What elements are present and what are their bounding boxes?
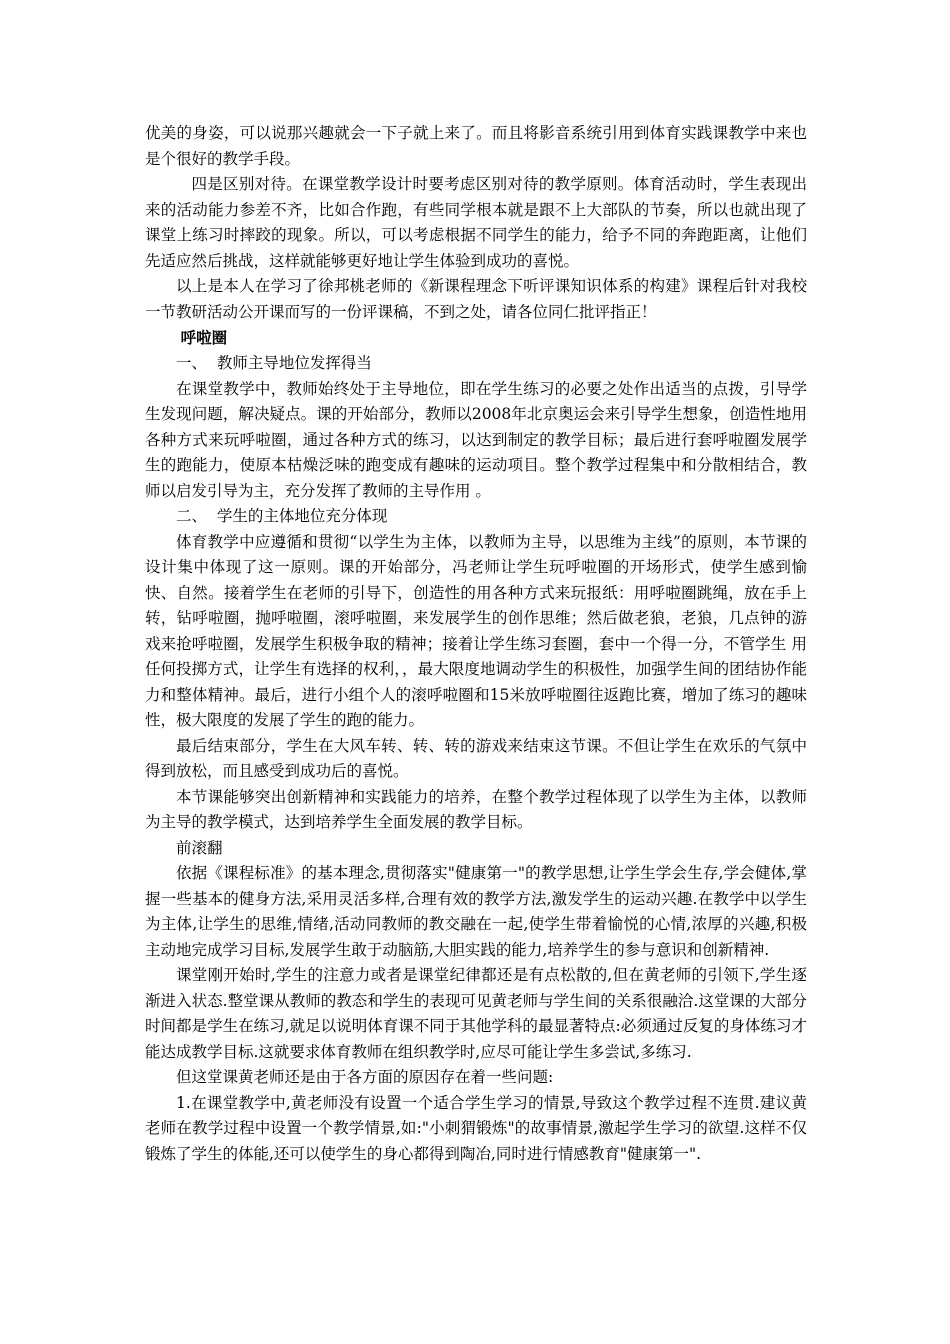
paragraph-pingke-summary: 以上是本人在学习了徐邦桃老师的《新课程理念下听评课知识体系的构建》课程后针对我校一节教研活动公开课而写的一份评课稿，不到之处，请各位同仁批评指正！ [145,277,807,321]
paragraph-teacher-role: 在课堂教学中，教师始终处于主导地位，即在学生练习的必要之处作出适当的点拨，引导学生发现问题，解决疑点。课的开始部分，教师以2008年北京奥运会来引导学生想象，创造性地用各种方式来玩呼啦圈，通过各种方式的练习，以达到制定的教学目标；最后进行套呼啦圈发展学生的跑能力，使原本枯燥泛味的跑变成有趣味的运动项目。整个教学过程集中和分散相结合，教师以启发引导为主，充分发挥了教师的主导作用 。 [145,379,807,500]
paragraph-student-role: 体育教学中应遵循和贯彻“以学生为主体，以教师为主导，以思维为主线”的原则，本节课的设计集中体现了这一原则。课的开始部分，冯老师让学生玩呼啦圈的开场形式，使学生感到愉快、自然。接着学生在老师的引导下，创造性的用各种方式来玩报纸：用呼啦圈跳绳，放在手上转，钻呼啦圈，抛呼啦圈，滚呼啦圈，来发展学生的创作思维；然后做老狼，老狼，几点钟的游戏来抢呼啦圈，发展学生积极争取的精神；接着让学生练习套圈，套中一个得一分，不管学生 用任何投掷方式，让学生有选择的权利，，最大限度地调动学生的积极性，加强学生间的团结协作能力和整体精神。最后，进行小组个人的滚呼啦圈和15米放呼啦圈往返跑比赛，增加了练习的趣味性，极大限度的发展了学生的跑的能力。 [145,532,807,729]
section-title-hulaquan: 呼啦圈 [180,329,228,347]
paragraph-curriculum: 依据《课程标准》的基本理念,贯彻落实"健康第一"的教学思想,让学生学会生存,学会健体,掌握一些基本的健身方法,采用灵活多样,合理有效的教学方法,激发学生的运动兴趣.在教学中以学生为主体,让学生的思维,情绪,活动同教师的教交融在一起,使学生带着愉悦的心情,浓厚的兴趣,积极主动地完成学习目标,发展学生敢于动脑筋,大胆实践的能力,培养学生的参与意识和创新精神. [145,864,807,959]
paragraph-shenzi: 优美的身姿，可以说那兴趣就会一下子就上来了。而且将影音系统引用到体育实践课教学中来也是个很好的教学手段。 [145,124,807,168]
subheading-teacher-role: 一、 教师主导地位发挥得当 [176,354,372,372]
paragraph-ending: 最后结束部分，学生在大风车转、转、转的游戏来结束这节课。不但让学生在欢乐的气氛中得到放松，而且感受到成功后的喜悦。 [145,736,807,780]
paragraph-summary: 本节课能够突出创新精神和实践能力的培养，在整个教学过程体现了以学生为主体，以教师为主导的教学模式，达到培养学生全面发展的教学目标。 [145,787,807,831]
paragraph-classroom-start: 课堂刚开始时,学生的注意力或者是课堂纪律都还是有点松散的,但在黄老师的引领下,学生逐渐进入状态.整堂课从教师的教态和学生的表现可见黄老师与学生间的关系很融洽.这堂课的大部分时间都是学生在练习,就足以说明体育课不同于其他学科的最显著特点:必须通过反复的身体练习才能达成教学目标.这就要求体育教师在组织教学时,应尽可能让学生多尝试,多练习. [145,966,807,1061]
paragraph-quben-duidai: 四是区别对待。在课堂教学设计时要考虑区别对待的教学原则。体育活动时，学生表现出来的活动能力参差不齐，比如合作跑，有些同学根本就是跟不上大部队的节奏，所以也就出现了课堂上练习时摔跤的现象。所以，可以考虑根据不同学生的能力，给予不同的奔跑距离，让他们先适应然后挑战，这样就能够更好地让学生体验到成功的喜悦。 [145,175,807,270]
paragraph-problems-intro: 但这堂课黄老师还是由于各方面的原因存在着一些问题: [176,1068,554,1086]
paragraph-problem-1: 1.在课堂教学中,黄老师没有设置一个适合学生学习的情景,导致这个教学过程不连贯.建议黄老师在教学过程中设置一个教学情景,如:"小刺猬锻炼"的故事情景,激起学生学习的欲望.这样不仅锻炼了学生的体能,还可以使学生的身心都得到陶冶,同时进行情感教育"健康第一". [145,1093,807,1163]
section-title-qiangunfan: 前滚翻 [176,838,223,857]
document-page [145,121,807,1167]
subheading-student-role: 二、 学生的主体地位充分体现 [176,507,388,525]
